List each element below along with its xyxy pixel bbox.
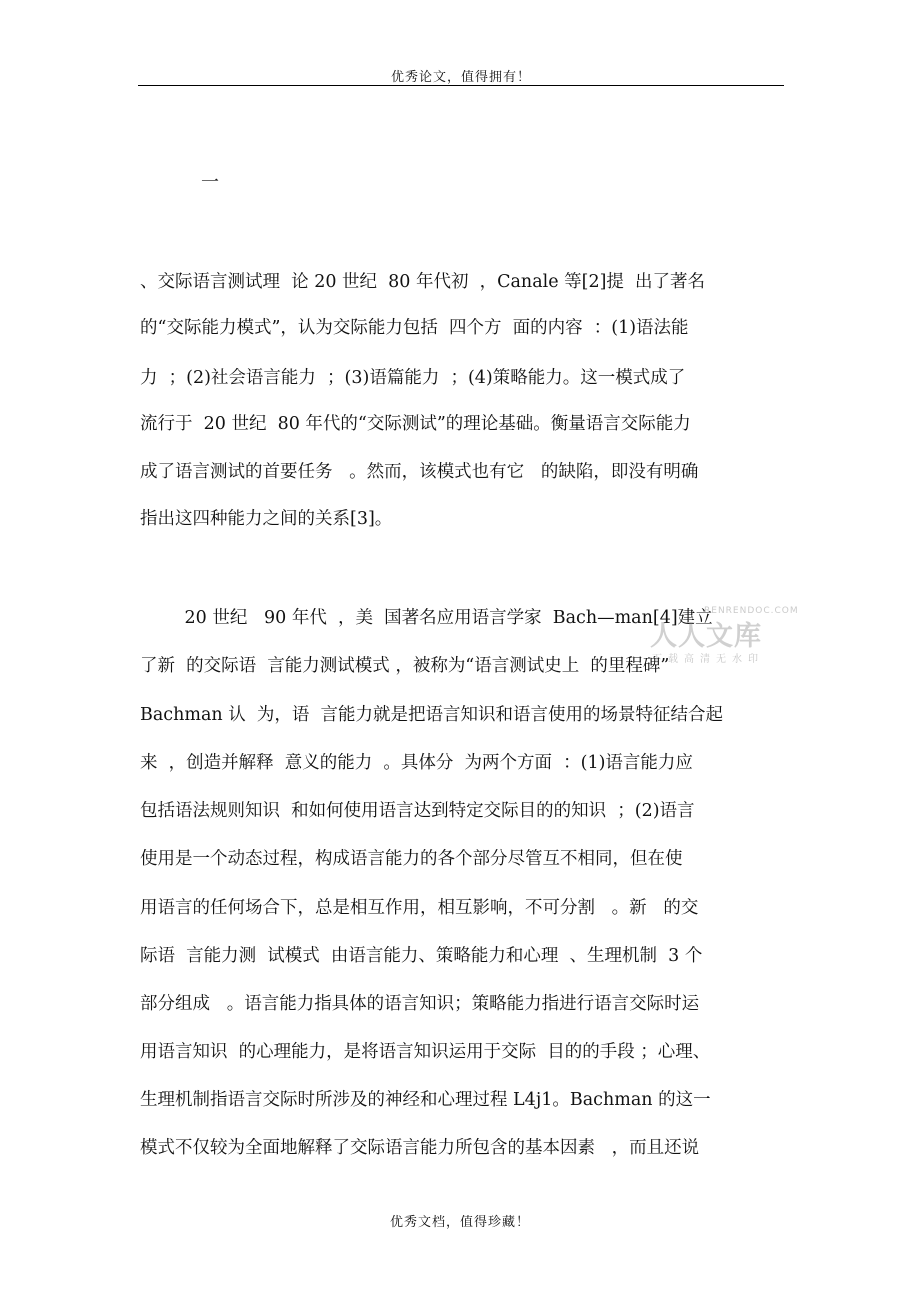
paragraph-1-line-4: 流行于 20 世纪 80 年代的“交际测试”的理论基础。衡量语言交际能力 <box>140 414 691 434</box>
paragraph-2-line-7: 用语言的任何场合下，总是相互作用，相互影响，不可分割 。新 的交 <box>140 898 699 918</box>
paragraph-1-line-3: 力 ；(2)社会语言能力 ；(3)语篇能力 ；(4)策略能力。这一模式成了 <box>140 368 686 388</box>
paragraph-2-line-1: 20 世纪 90 年代 ，美 国著名应用语言学家 Bach—man[4]建立 <box>140 608 713 628</box>
paragraph-2-line-10: 用语言知识 的心理能力，是将语言知识运用于交际 目的的手段 ；心理、 <box>140 1042 711 1062</box>
paragraph-2-line-6: 使用是一个动态过程，构成语言能力的各个部分尽管互不相同，但在使 <box>140 849 683 869</box>
watermark-url: RENRENDOC.COM <box>704 606 799 616</box>
header-rule <box>138 85 784 86</box>
watermark-subtitle: 下载高清无水印 <box>652 654 764 665</box>
watermark-title: 人人文库 <box>650 621 762 652</box>
page-header: 优秀论文，值得拥有！ <box>390 70 531 85</box>
paragraph-2-line-12: 模式不仅较为全面地解释了交际语言能力所包含的基本因素 ，而且还说 <box>140 1138 700 1158</box>
paragraph-2-line-3: Bachman 认 为，语 言能力就是把语言知识和语言使用的场景特征结合起 <box>140 705 723 725</box>
paragraph-2-line-11: 生理机制指语言交际时所涉及的神经和心理过程 L4j1。Bachman 的这一 <box>140 1090 711 1110</box>
paragraph-1-line-2: 的“交际能力模式”，认为交际能力包括 四个方 面的内容 ：(1)语法能 <box>140 318 689 338</box>
section-marker: 一 <box>201 172 219 193</box>
paragraph-1-line-6: 指出这四种能力之间的关系[3]。 <box>140 509 393 529</box>
paragraph-2-line-5: 包括语法规则知识 和如何使用语言达到特定交际目的的知识 ；(2)语言 <box>140 801 695 821</box>
page-footer: 优秀文档，值得珍藏！ <box>389 1215 530 1230</box>
paragraph-2-line-4: 来 ，创造并解释 意义的能力 。具体分 为两个方面 ：(1)语言能力应 <box>140 753 693 773</box>
paragraph-2-line-2: 了新 的交际语 言能力测试模式 ，被称为“语言测试史上 的里程碑” <box>140 656 670 676</box>
watermark-logo <box>644 604 799 665</box>
paragraph-2-line-8: 际语 言能力测 试模式 由语言能力、策略能力和心理 、生理机制 3 个 <box>140 946 703 966</box>
paragraph-2-line-9: 部分组成 。语言能力指具体的语言知识；策略能力指进行语言交际时运 <box>140 994 700 1014</box>
paragraph-1-line-1: 、交际语言测试理 论 20 世纪 80 年代初 ，Canale 等[2]提 出了著名 <box>140 272 706 292</box>
paragraph-1-line-5: 成了语言测试的首要任务 。然而，该模式也有它 的缺陷，即没有明确 <box>140 462 699 482</box>
